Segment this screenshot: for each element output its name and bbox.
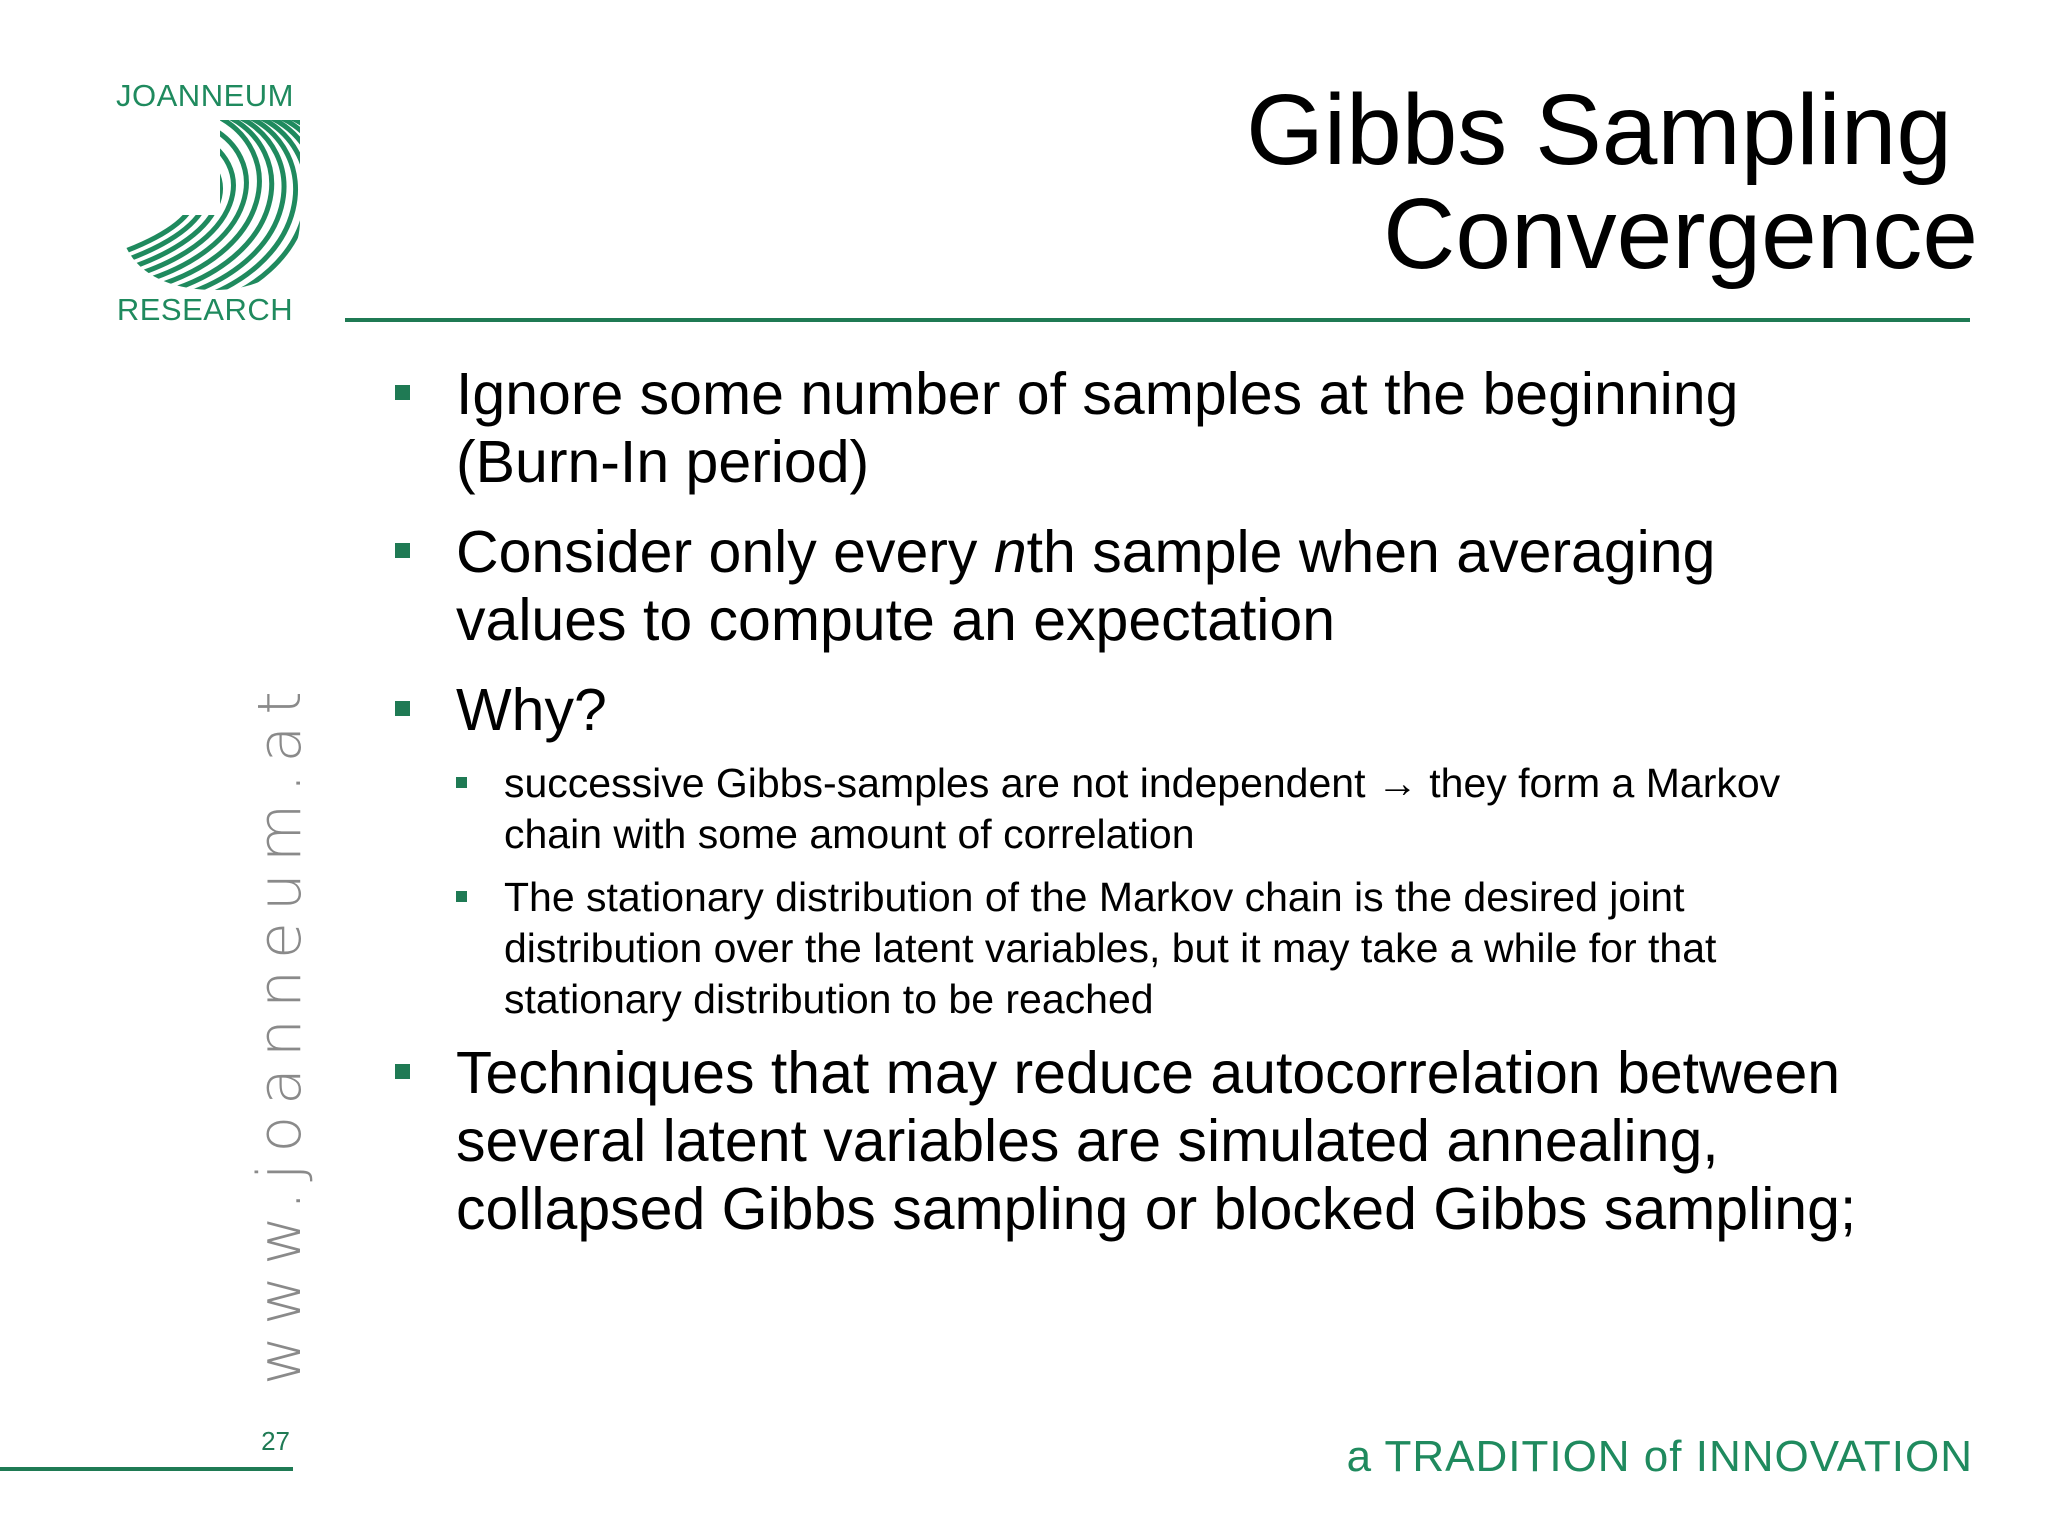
square-bullet-icon	[395, 1064, 410, 1079]
bullet-italic-n: n	[993, 519, 1027, 585]
slide-title-line2: Convergence	[1383, 178, 1978, 290]
bullet-why	[395, 676, 1985, 744]
page-number-rule	[0, 1467, 293, 1471]
bullet-text-line: values to compute an expectation	[456, 587, 1336, 653]
subbullet-text-line: chain with some amount of correlation	[504, 811, 1195, 857]
slide-content	[395, 360, 1985, 1265]
logo-top-text: JOANNEUM	[116, 78, 294, 113]
bullet-text-line: several latent variables are simulated annealing,	[456, 1108, 1719, 1174]
bullet-thinning	[395, 518, 1985, 654]
vertical-website-url: www.joanneum.at	[245, 680, 315, 1385]
joanneum-logo	[110, 78, 300, 338]
subbullet-stationary	[456, 872, 1944, 1025]
square-bullet-icon	[456, 777, 467, 788]
slide-title-line1: Gibbs Sampling	[1246, 74, 1952, 186]
footer-tagline: a TRADITION of INNOVATION	[1346, 1432, 1973, 1481]
bullet-text-line: Techniques that may reduce autocorrelation between	[456, 1040, 1841, 1106]
bullet-text-line: Why?	[456, 677, 607, 743]
square-bullet-icon	[395, 543, 410, 558]
subbullet-text-line: The stationary distribution of the Markov chain is the desired joint	[504, 874, 1685, 920]
subbullet-text-line: distribution over the latent variables, but it may take a while for that	[504, 925, 1717, 971]
subbullet-independence	[456, 758, 1944, 860]
bullet-text-segment: Consider only every	[456, 519, 994, 585]
square-bullet-icon	[395, 385, 410, 400]
subbullet-text-line: stationary distribution to be reached	[504, 976, 1154, 1022]
logo-bottom-text: RESEARCH	[116, 292, 294, 327]
title-divider	[345, 318, 1970, 322]
bullet-text-segment: th sample when averaging	[1026, 519, 1716, 585]
why-subbullets	[395, 758, 1985, 1025]
square-bullet-icon	[456, 891, 467, 902]
page-number: 27	[261, 1426, 290, 1456]
bullet-burn-in	[395, 360, 1985, 496]
bullet-techniques	[395, 1039, 1985, 1243]
slide-title	[978, 74, 1978, 290]
square-bullet-icon	[395, 701, 410, 716]
subbullet-text-line: successive Gibbs-samples are not independent → they form a Markov	[504, 760, 1781, 806]
bullet-text-line: collapsed Gibbs sampling or blocked Gibbs sampling;	[456, 1176, 1857, 1242]
logo-wave-icon	[115, 120, 300, 290]
bullet-text-line: (Burn-In period)	[456, 429, 870, 495]
bullet-text-line: Ignore some number of samples at the beginning	[456, 361, 1739, 427]
